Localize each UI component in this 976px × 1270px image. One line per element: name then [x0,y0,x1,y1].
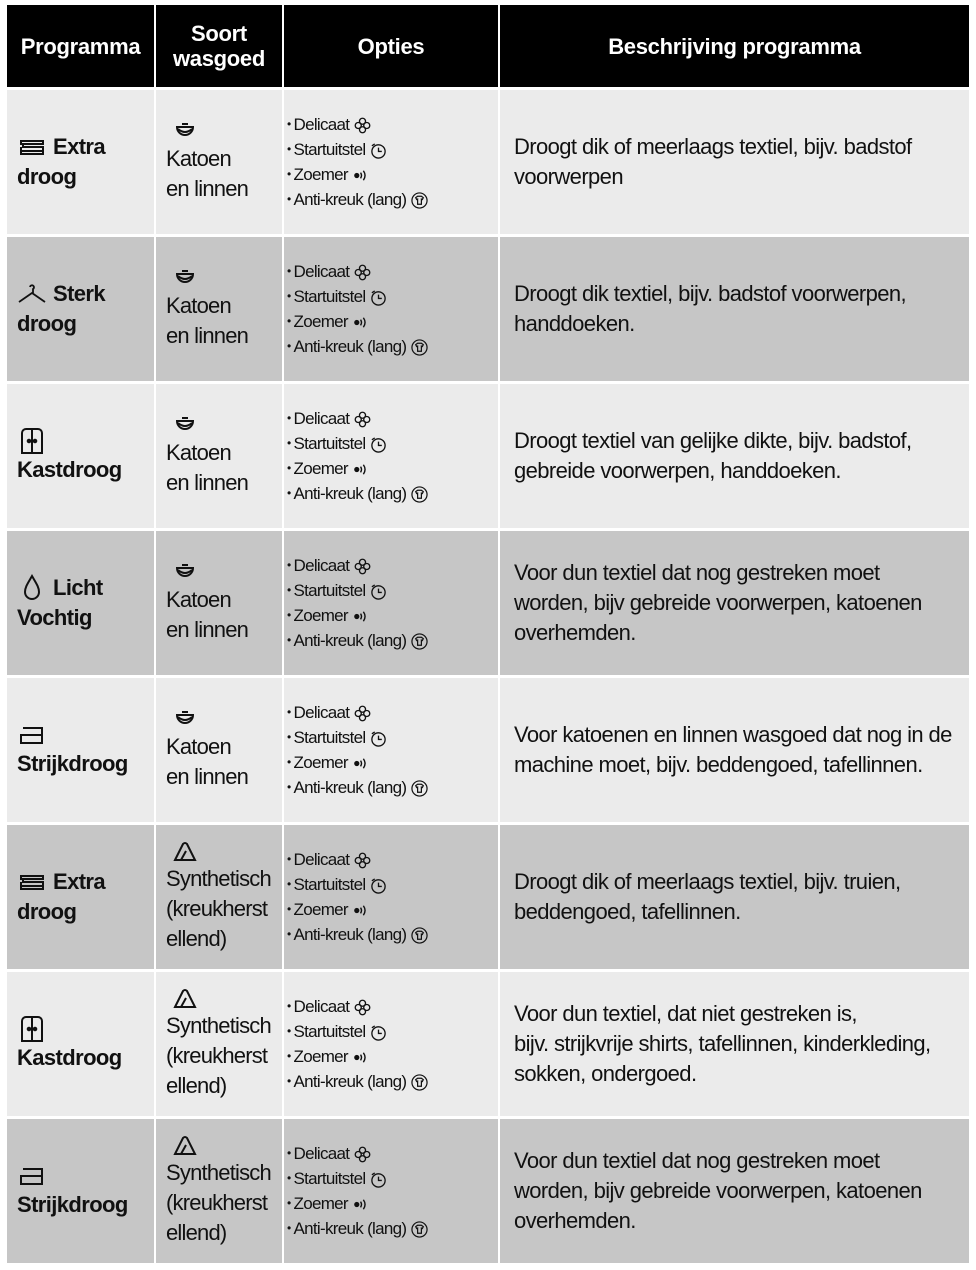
option-item [287,259,498,284]
option-item [287,775,498,800]
bullet-icon: • [287,142,291,156]
cotton-icon [172,561,198,585]
delicate-flower-icon [354,410,371,427]
option-item [287,1166,498,1191]
delicate-flower-icon [354,116,371,133]
table-row [7,90,969,237]
table-row [7,972,969,1119]
iron-icon [17,1162,47,1190]
option-item [287,137,498,162]
delicate-flower-icon [354,998,371,1015]
buzzer-icon [353,313,370,330]
cupboard-icon [17,427,47,455]
synthetic-icon [172,1134,198,1158]
bullet-icon: • [287,117,291,131]
program-name: Kastdroog [17,457,122,482]
program-name: Strijkdroog [17,751,128,776]
bullet-icon: • [287,730,291,744]
buzzer-icon [353,1048,370,1065]
description-cell [500,90,969,237]
option-item [287,700,498,725]
header-beschrijving: Beschrijving programma [500,5,969,90]
option-item [287,162,498,187]
program-name: droog [17,311,77,336]
fabric-type-label: Synthetisch (kreukherst ellend) [166,866,271,951]
options-cell [284,90,500,237]
program-description: Droogt textiel van gelijke dikte, bijv. badstof, gebreide voorwerpen, handdoeken. [514,428,912,483]
option-item [287,1069,498,1094]
header-opties: Opties [284,5,500,90]
option-item [287,750,498,775]
fabric-type-label: Katoen en linnen [166,146,249,201]
bullet-icon: • [287,1024,291,1038]
hanger-icon [17,280,47,308]
option-item [287,456,498,481]
table-row [7,825,969,972]
fabric-type-label: Synthetisch (kreukherst ellend) [166,1160,271,1245]
option-item [287,872,498,897]
clock-icon [370,876,387,893]
option-item [287,112,498,137]
buzzer-icon [353,607,370,624]
option-label: Anti-kreuk (lang) [293,1072,407,1091]
bullet-icon: • [287,192,291,206]
option-item [287,1044,498,1069]
program-name: Vochtig [17,605,92,630]
bullet-icon: • [287,999,291,1013]
program-description: Voor dun textiel, dat niet gestreken is, bijv. strijkvrije shirts, tafellinnen, kinderkleding, sokken, ondergoed. [514,1001,931,1086]
header-soort-wasgoed: Soort wasgoed [156,5,284,90]
option-label: Delicaat [293,409,350,428]
description-cell [500,1119,969,1266]
option-label: Delicaat [293,262,350,281]
program-name: droog [17,899,77,924]
options-list [287,1141,498,1241]
options-cell [284,678,500,825]
bullet-icon: • [287,927,291,941]
option-item [287,1141,498,1166]
bullet-icon: • [287,314,291,328]
bullet-icon: • [287,1074,291,1088]
option-item [287,309,498,334]
option-label: Anti-kreuk (lang) [293,631,407,650]
iron-icon [17,721,47,749]
option-label: Zoemer [293,1047,348,1066]
bullet-icon: • [287,583,291,597]
option-label: Delicaat [293,556,350,575]
option-label: Startuitstel [293,1169,366,1188]
program-description: Voor dun textiel dat nog gestreken moet worden, bijv gebreide voorwerpen, katoenen overhemden. [514,1148,922,1233]
delicate-flower-icon [354,263,371,280]
option-label: Delicaat [293,997,350,1016]
option-label: Delicaat [293,115,350,134]
option-item [287,553,498,578]
options-cell [284,237,500,384]
anti-crease-shirt-icon [411,191,428,208]
bullet-icon: • [287,558,291,572]
option-item [287,994,498,1019]
fabric-type-cell [156,90,284,237]
option-label: Startuitstel [293,728,366,747]
bullet-icon: • [287,461,291,475]
fabric-type-cell [156,1119,284,1266]
options-cell [284,531,500,678]
option-item [287,481,498,506]
option-label: Zoemer [293,606,348,625]
options-cell [284,384,500,531]
clock-icon [370,435,387,452]
table-row [7,678,969,825]
bullet-icon: • [287,1221,291,1235]
fabric-type-label: Synthetisch (kreukherst ellend) [166,1013,271,1098]
delicate-flower-icon [354,851,371,868]
program-description: Droogt dik of meerlaags textiel, bijv. badstof voorwerpen [514,134,912,189]
anti-crease-shirt-icon [411,485,428,502]
description-cell [500,531,969,678]
options-cell [284,972,500,1119]
program-table [7,5,969,1266]
description-cell [500,972,969,1119]
options-list [287,112,498,212]
option-label: Startuitstel [293,875,366,894]
option-label: Anti-kreuk (lang) [293,337,407,356]
program-cell [7,237,156,384]
anti-crease-shirt-icon [411,1220,428,1237]
option-label: Anti-kreuk (lang) [293,484,407,503]
option-label: Zoemer [293,312,348,331]
program-name: Licht [53,575,103,600]
table-row [7,531,969,678]
table-row [7,1119,969,1266]
description-cell [500,384,969,531]
cotton-icon [172,414,198,438]
option-label: Zoemer [293,753,348,772]
bullet-icon: • [287,264,291,278]
clock-icon [370,1170,387,1187]
description-cell [500,825,969,972]
option-item [287,847,498,872]
program-cell [7,678,156,825]
fabric-type-cell [156,237,284,384]
cotton-icon [172,120,198,144]
options-list [287,259,498,359]
delicate-flower-icon [354,557,371,574]
cupboard-icon [17,1015,47,1043]
anti-crease-shirt-icon [411,1073,428,1090]
program-cell [7,90,156,237]
cotton-icon [172,708,198,732]
option-item [287,1191,498,1216]
anti-crease-shirt-icon [411,779,428,796]
buzzer-icon [353,1195,370,1212]
program-name: Sterk [53,281,106,306]
program-name: Extra [53,134,106,159]
anti-crease-shirt-icon [411,926,428,943]
fabric-type-label: Katoen en linnen [166,293,249,348]
bullet-icon: • [287,1171,291,1185]
option-label: Startuitstel [293,287,366,306]
option-item [287,922,498,947]
program-name: Extra [53,869,106,894]
option-label: Startuitstel [293,434,366,453]
option-label: Anti-kreuk (lang) [293,1219,407,1238]
option-label: Delicaat [293,703,350,722]
bullet-icon: • [287,705,291,719]
stacked-towels-icon [17,868,47,896]
buzzer-icon [353,460,370,477]
option-item [287,406,498,431]
option-label: Zoemer [293,1194,348,1213]
description-cell [500,237,969,384]
program-cell [7,825,156,972]
fabric-type-cell [156,972,284,1119]
clock-icon [370,1023,387,1040]
option-item [287,1019,498,1044]
options-cell [284,1119,500,1266]
fabric-type-label: Katoen en linnen [166,440,249,495]
option-item [287,897,498,922]
bullet-icon: • [287,608,291,622]
option-label: Delicaat [293,1144,350,1163]
options-list [287,994,498,1094]
option-label: Anti-kreuk (lang) [293,925,407,944]
bullet-icon: • [287,486,291,500]
option-label: Startuitstel [293,1022,366,1041]
option-item [287,334,498,359]
option-label: Anti-kreuk (lang) [293,778,407,797]
options-cell [284,825,500,972]
bullet-icon: • [287,436,291,450]
clock-icon [370,582,387,599]
program-name: Strijkdroog [17,1192,128,1217]
buzzer-icon [353,901,370,918]
program-cell [7,1119,156,1266]
option-item [287,628,498,653]
table-header-row [7,5,969,90]
bullet-icon: • [287,339,291,353]
option-item [287,284,498,309]
anti-crease-shirt-icon [411,632,428,649]
bullet-icon: • [287,902,291,916]
synthetic-icon [172,987,198,1011]
buzzer-icon [353,754,370,771]
header-programma: Programma [7,5,156,90]
fabric-type-cell [156,531,284,678]
clock-icon [370,288,387,305]
anti-crease-shirt-icon [411,338,428,355]
options-list [287,847,498,947]
fabric-type-label: Katoen en linnen [166,734,249,789]
program-description: Droogt dik textiel, bijv. badstof voorwerpen, handdoeken. [514,281,907,336]
option-label: Startuitstel [293,581,366,600]
fabric-type-cell [156,678,284,825]
fabric-type-cell [156,825,284,972]
stacked-towels-icon [17,133,47,161]
bullet-icon: • [287,167,291,181]
options-list [287,406,498,506]
bullet-icon: • [287,289,291,303]
delicate-flower-icon [354,1145,371,1162]
bullet-icon: • [287,877,291,891]
program-cell [7,972,156,1119]
droplet-icon [17,574,47,602]
clock-icon [370,141,387,158]
bullet-icon: • [287,852,291,866]
option-item [287,187,498,212]
bullet-icon: • [287,633,291,647]
buzzer-icon [353,166,370,183]
bullet-icon: • [287,411,291,425]
clock-icon [370,729,387,746]
options-list [287,700,498,800]
option-item [287,431,498,456]
options-list [287,553,498,653]
fabric-type-label: Katoen en linnen [166,587,249,642]
option-label: Zoemer [293,459,348,478]
program-description: Voor katoenen en linnen wasgoed dat nog in de machine moet, bijv. beddengoed, tafellinnen. [514,722,952,777]
delicate-flower-icon [354,704,371,721]
option-item [287,603,498,628]
cotton-icon [172,267,198,291]
program-description: Voor dun textiel dat nog gestreken moet worden, bijv gebreide voorwerpen, katoenen overhemden. [514,560,922,645]
bullet-icon: • [287,780,291,794]
bullet-icon: • [287,1146,291,1160]
option-item [287,725,498,750]
fabric-type-cell [156,384,284,531]
program-description: Droogt dik of meerlaags textiel, bijv. truien, beddengoed, tafellinnen. [514,869,901,924]
option-item [287,578,498,603]
table-row [7,237,969,384]
option-label: Delicaat [293,850,350,869]
option-item [287,1216,498,1241]
option-label: Zoemer [293,900,348,919]
option-label: Startuitstel [293,140,366,159]
option-label: Zoemer [293,165,348,184]
description-cell [500,678,969,825]
program-name: droog [17,164,77,189]
table-row [7,384,969,531]
program-cell [7,531,156,678]
bullet-icon: • [287,1196,291,1210]
option-label: Anti-kreuk (lang) [293,190,407,209]
synthetic-icon [172,840,198,864]
bullet-icon: • [287,1049,291,1063]
program-cell [7,384,156,531]
program-name: Kastdroog [17,1045,122,1070]
bullet-icon: • [287,755,291,769]
